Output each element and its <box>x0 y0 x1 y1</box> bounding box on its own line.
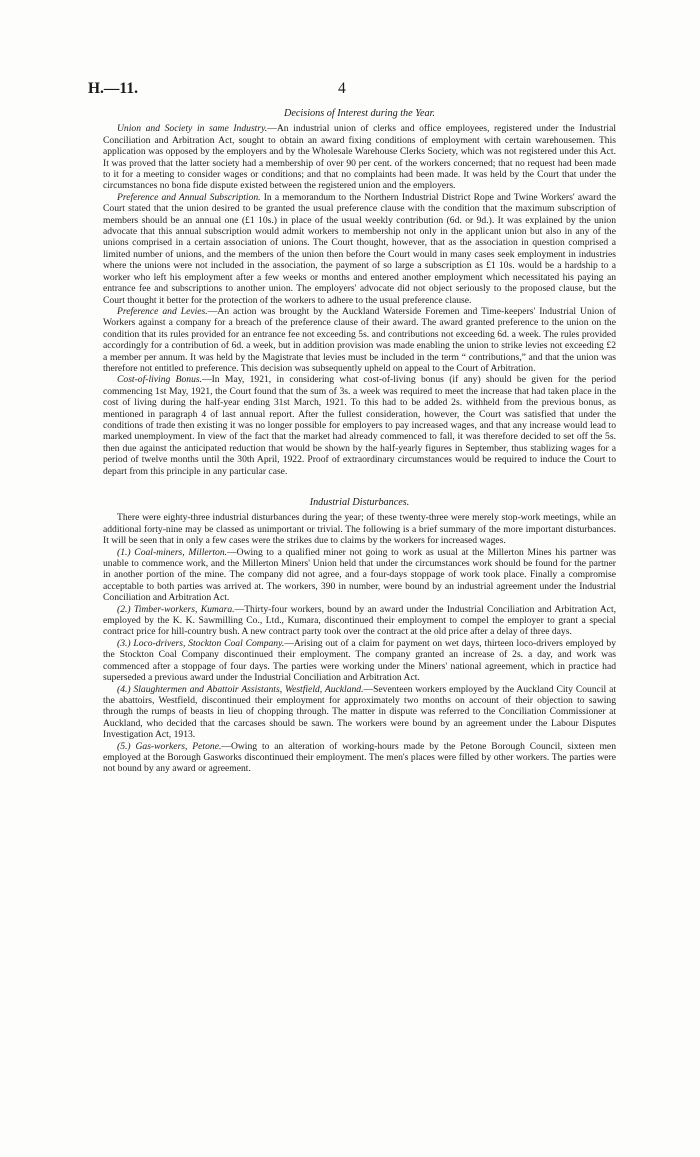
paragraph-lead: (5.) Gas-workers, Petone. <box>117 740 222 752</box>
paragraph-text: —Owing to a qualified miner not going to work as usual at the Millerton Mines his partner was unable to commence work, and the Millerton Miners' Union held that under the circumstances work should be found for the partner in another portion of the mine. The company did not agree, and a four-days stoppage of work took place. Finally a compromise acceptable to both parties was arrived at. The workers, 390 in number, were bound by an industrial agreement under the Industrial Conciliation and Arbitration Act. <box>103 546 616 604</box>
paragraph-text: —Seventeen workers employed by the Auckland City Council at the abattoirs, Westfield, discontinued their employment for approximately two months on account of their objection to sawing through the rumps of beasts in lieu of chopping through. The matter in dispute was referred to the Conciliation Commissioner at Auckland, who decided that the carcases should be sawn. The workers were bound by an agreement under the Labour Disputes Investigation Act, 1913. <box>103 683 616 741</box>
paragraph-preference-levies <box>103 306 616 374</box>
paragraph-lead: Preference and Levies. <box>117 305 208 317</box>
paragraph-lead: Cost-of-living Bonus. <box>117 374 203 386</box>
paragraph-coal-miners <box>103 547 616 604</box>
paragraph-union-and-society <box>103 123 616 191</box>
report-reference: H.—11. <box>88 80 138 97</box>
paragraph-slaughtermen <box>103 684 616 741</box>
paragraph-lead: (1.) Coal-miners, Millerton. <box>117 546 228 558</box>
paragraph-lead: (2.) Timber-workers, Kumara. <box>117 603 235 615</box>
paragraph-lead: Preference and Annual Subscription. <box>117 191 261 203</box>
paragraph-text: There were eighty-three industrial disturbances during the year; of these twenty-three were merely stop-work meetings, while an additional forty-nine may be classed as unimportant or trivial. The following is a brief summary of the more important disturbances. It will be seen that in only a few cases were the strikes due to claims by the workers for increased wages. <box>103 512 616 547</box>
paragraph-text: In a memorandum to the Northern Industrial District Rope and Twine Workers' award the Court stated that the union desired to be granted the usual preference clause with the condition that the maximum subscription of members should be an annual one (£1 10s.) in place of the usual weekly contribution (6d. or 9d.). It was explained by the union advocate that this annual subscription would admit workers to membership not only in the applicant union but also in any of the unions comprised in a certain association of unions. The Court thought, however, that as the association in question comprised a limited number of unions, and the members of the union then before the Court would in many cases seek employment in industries where the unions were not included in the association, the payment of so large a subscription as £1 10s. would be a hardship to a worker who left his employment after a few weeks or months and entered another employment which necessitated his paying an entrance fee and subscriptions to another union. The employers' advocate did not object seriously to the proposed clause, but the Court thought it better for the protection of the workers to adhere to the usual preference clause. <box>103 191 616 306</box>
paragraph-cost-of-living-bonus <box>103 374 616 477</box>
paragraph-gas-workers <box>103 741 616 775</box>
paragraph-preference-subscription <box>103 192 616 306</box>
paragraph-text: —An action was brought by the Auckland Waterside Foremen and Time-keepers' Industrial Union of Workers against a company for a breach of the preference clause of their award. The award granted preference to the union on the condition that its rules provided for an entrance fee not exceeding 5s. and contributions not exceeding 6d. a week. The rules provided accordingly for a contribution of 6d. a week, but in addition provision was made enabling the union to strike levies not exceeding £2 a member per annum. It was held by the Magistrate that levies must be included in the term “ contributions,” and that the union was therefore not entitled to preference. This decision was subsequently upheld on appeal to the Court of Arbitration. <box>103 305 616 374</box>
paragraph-disturbances-intro <box>103 512 616 546</box>
paragraph-text: —Owing to an alteration of working-hours made by the Petone Borough Council, sixteen men employed at the Borough Gasworks discontinued their employment. The men's places were filled by other workers. The parties were not bound by any award or agreement. <box>103 740 616 775</box>
paragraph-lead: Union and Society in same Industry. <box>117 123 268 135</box>
section-title-disturbances: Industrial Disturbances. <box>309 497 410 508</box>
paragraph-timber-workers <box>103 604 616 638</box>
paragraph-lead: (3.) Loco-drivers, Stockton Coal Company. <box>117 637 285 649</box>
page-body <box>103 108 616 775</box>
paragraph-loco-drivers <box>103 638 616 684</box>
paragraph-text: —An industrial union of clerks and office employees, registered under the Industrial Conciliation and Arbitration Act, sought to obtain an award fixing conditions of employment with certain warehousemen. This application was opposed by the employers and by the Wholesale Warehouse Clerks Society, which was not registered under this Act. It was proved that the latter society had a membership of over 90 per cent. of the workers concerned; that no request had been made to it for a meeting to consider wages or conditions; and that no complaints had been made. It was held by the Court that under the circumstances no bona fide dispute existed between the registered union and the employers. <box>103 123 616 192</box>
paragraph-text: —Thirty-four workers, bound by an award under the Industrial Conciliation and Arbitration Act, employed by the K. K. Sawmilling Co., Ltd., Kumara, discontinued their employment to compel the employer to grant a special contract price for hill-country bush. A new contract party took over the contract at the old price after a delay of three days. <box>103 603 617 638</box>
paragraph-text: —In May, 1921, in considering what cost-of-living bonus (if any) should be given for the period commencing 1st May, 1921, the Court found that the sum of 3s. a week was required to meet the increase that had taken place in the cost of living during the half-year ending 31st March, 1921. To this had to be added 2s. withheld from the previous bonus, as mentioned in paragraph 4 of last annual report. After the fullest consideration, however, the Court was satisfied that under the conditions of trade then existing it was no longer possible for employers to pay increased wages, and that any increase would lead to marked unemployment. In view of the fact that the market had already commenced to fall, it was therefore decided to set off the 5s. then due against the anticipated reduction that would be shown by the half-yearly figures in September, thus stablizing wages for a period of twelve months until the 30th April, 1922. Proof of extraordinary circumstances would be required to induce the Court to depart from this principle in any particular case. <box>103 374 617 477</box>
paragraph-text: —Arising out of a claim for payment on wet days, thirteen loco-drivers employed by the Stockton Coal Company discontinued their employment. The company granted an increase of 2s. a day, and work was commenced after a stoppage of four days. The parties were working under the Miners' national agreement, which in practice had superseded a previous award under the Industrial Conciliation and Arbitration Act. <box>103 637 616 684</box>
page-header <box>88 80 623 102</box>
section-title-decisions: Decisions of Interest during the Year. <box>284 108 435 119</box>
page-number: 4 <box>338 80 346 97</box>
paragraph-lead: (4.) Slaughtermen and Abattoir Assistants, Westfield, Auckland. <box>117 683 364 695</box>
